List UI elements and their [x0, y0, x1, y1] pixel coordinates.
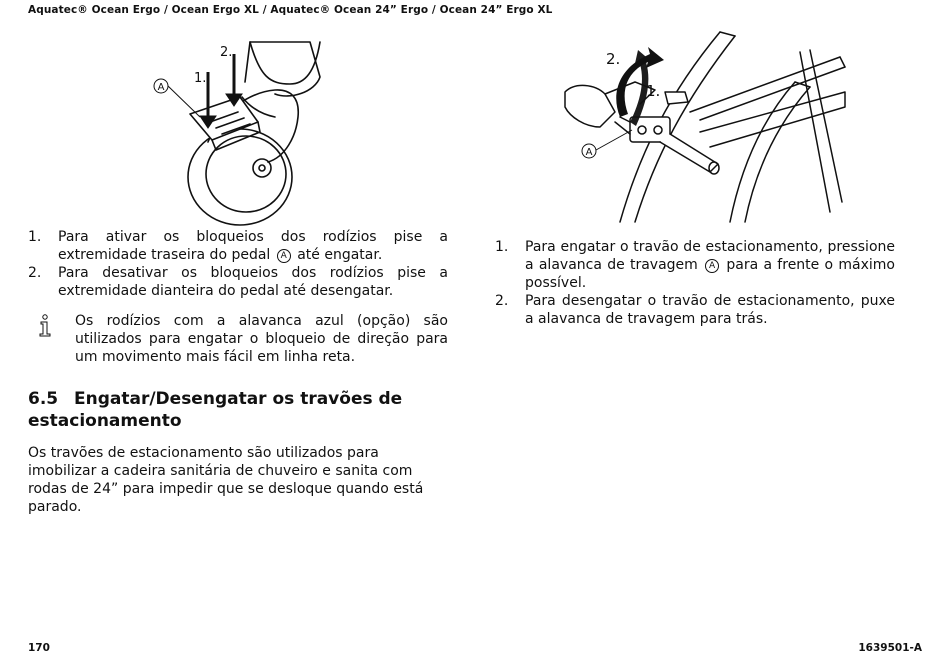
marker-a: A	[705, 259, 719, 273]
document-id: 1639501-A	[858, 642, 922, 654]
list-item: 1. Para ativar os bloqueios dos rodízios pise a extremidade traseira do pedal A até engatar.	[28, 229, 448, 263]
info-note	[28, 312, 448, 366]
caster-lock-steps	[28, 228, 448, 300]
marker-a: A	[277, 249, 291, 263]
section-heading	[28, 388, 448, 432]
list-item: 1. Para engatar o travão de estacionamento, pressione a alavanca de travagem A para a frente o máximo possível.	[495, 239, 895, 291]
parking-brake-steps	[495, 238, 895, 328]
note-text: Os rodízios com a alavanca azul (opção) são utilizados para engatar o bloqueio de direção para um movimento mais fácil em linha reta.	[75, 313, 448, 365]
right-column	[495, 238, 895, 328]
section-number: 6.5	[28, 389, 59, 409]
caster-lock-illustration	[150, 22, 350, 227]
figure-left-label-1: 1.	[194, 71, 207, 86]
figure-right-label-a: A	[585, 147, 593, 158]
figure-left-label-2: 2.	[220, 45, 233, 60]
list-item: 2. Para desativar os bloqueios dos rodízios pise a extremidade dianteira do pedal até desengatar.	[28, 265, 448, 299]
page-number: 170	[28, 642, 50, 654]
figure-right-label-2: 2.	[606, 50, 621, 68]
figure-right-label-1: 1.	[646, 82, 661, 100]
section-title: Engatar/Desengatar os travões de estacionamento	[28, 389, 403, 431]
info-icon	[38, 314, 52, 338]
list-item: 2. Para desengatar o travão de estacionamento, puxe a alavanca de travagem para trás.	[495, 293, 895, 327]
figure-left-label-a: A	[157, 82, 165, 93]
document-header: Aquatec® Ocean Ergo / Ocean Ergo XL / Aquatec® Ocean 24” Ergo / Ocean 24” Ergo XL	[28, 4, 553, 16]
section-body: Os travões de estacionamento são utilizados para imobilizar a cadeira sanitária de chuveiro e sanita com rodas de 24” para impedir que se desloque quando está parado.	[28, 445, 424, 515]
left-column	[28, 228, 448, 516]
parking-brake-illustration	[560, 22, 860, 227]
